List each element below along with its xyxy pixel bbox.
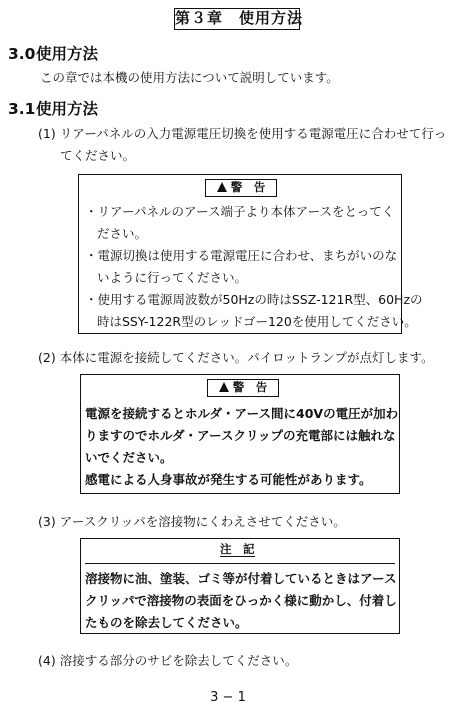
step-3 xyxy=(38,512,346,530)
warning-1-line: ・リアーパネルのアース端子より本体アースをとってく xyxy=(85,204,395,219)
warning-box-1 xyxy=(78,174,423,334)
note-line: クリッパで溶接物の表面をひっかく様に動かし、付着し xyxy=(85,593,397,608)
warning-1-line: ・電源切換は使用する電源電圧に合わせ、まちがいのな xyxy=(85,248,398,263)
step-2-text: 本体に電源を接続してください。パイロットランプが点灯します。 xyxy=(59,350,434,365)
section-30-intro: この章では本機の使用方法について説明しています。 xyxy=(40,70,339,85)
warning-1-line: 時はSSY-122R型のレッドゴー120を使用してください。 xyxy=(97,314,417,329)
section-30-title: 使用方法 xyxy=(36,45,99,63)
warning-2-line: 電源を接続するとホルダ・アース間に40Vの電圧が加わ xyxy=(85,406,399,421)
step-3-marker: (3) xyxy=(38,514,56,529)
step-4-marker: (4) xyxy=(38,653,56,668)
chapter-title: 第３章 使用方法 xyxy=(174,8,300,30)
section-30-heading xyxy=(8,42,98,64)
step-1-text-1: リアーパネルの入力電源電圧切換を使用する電源電圧に合わせて行っ xyxy=(59,126,447,141)
step-2 xyxy=(38,348,433,366)
warning-2-line: 感電による人身事故が発生する可能性があります。 xyxy=(85,472,372,487)
warning-2-header xyxy=(207,379,279,397)
warning-1-header xyxy=(205,179,277,197)
step-2-marker: (2) xyxy=(38,350,56,365)
section-31-title: 使用方法 xyxy=(36,100,99,118)
note-line: 溶接物に油、塗装、ゴミ等が付着しているときはアース xyxy=(85,571,397,586)
note-divider xyxy=(85,563,395,564)
warning-triangle-icon xyxy=(217,182,227,192)
step-4 xyxy=(38,651,297,669)
warning-1-line: ださい。 xyxy=(97,226,148,241)
warning-1-line: いように行ってください。 xyxy=(97,270,248,285)
note-line: たものを除去してください。 xyxy=(85,615,248,630)
step-1-line-2: てください。 xyxy=(60,148,136,163)
warning-triangle-icon xyxy=(219,382,229,392)
warning-2-line: いでください。 xyxy=(85,450,173,465)
section-31-number: 3.1 xyxy=(8,100,36,118)
section-31-heading xyxy=(8,97,98,119)
warning-1-line: ・使用する電源周波数が50Hzの時はSSZ-121R型、60Hzの xyxy=(85,292,423,307)
step-1-marker: (1) xyxy=(38,126,56,141)
warning-box-2 xyxy=(80,374,400,494)
section-30-number: 3.0 xyxy=(8,45,36,63)
step-1-line-1 xyxy=(38,124,446,142)
warning-1-header-label: 警 告 xyxy=(230,180,266,194)
warning-2-header-label: 警 告 xyxy=(232,380,268,394)
page-number: 3 − 1 xyxy=(210,690,246,705)
step-4-text: 溶接する部分のサビを除去してください。 xyxy=(59,653,298,668)
note-header: 注 記 xyxy=(220,542,255,556)
warning-2-line: りますのでホルダ・アースクリップの充電部には触れな xyxy=(85,428,396,443)
step-3-text: アースクリッパを溶接物にくわえさせてください。 xyxy=(59,514,346,529)
note-box xyxy=(80,538,400,634)
